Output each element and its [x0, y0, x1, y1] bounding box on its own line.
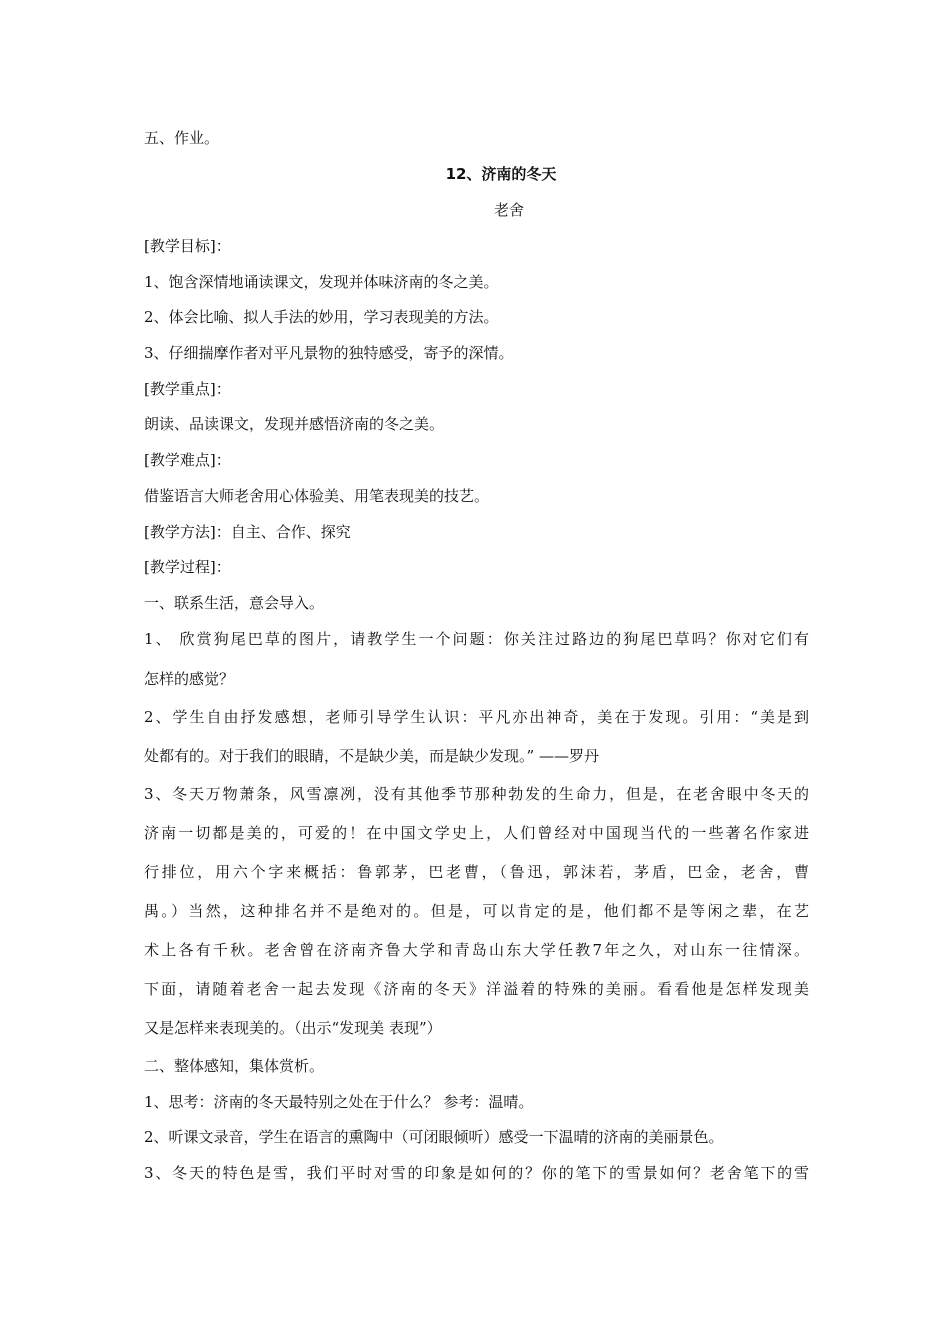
- paragraph-line: 1、思考：济南的冬天最特别之处在于什么？ 参考：温晴。: [144, 1093, 534, 1111]
- paragraph-line: 怎样的感觉？: [144, 670, 235, 688]
- paragraph-line: 2、听课文录音，学生在语言的熏陶中（可闭眼倾听）感受一下温晴的济南的美丽景色。: [144, 1128, 724, 1146]
- paragraph-line: 行排位，用六个字来概括：鲁郭茅，巴老曹，（鲁迅，郭沫若，茅盾，巴金，老舍，曹: [144, 863, 809, 881]
- heading-difficulties: [教学难点]：: [144, 451, 231, 469]
- paragraph-line: 3、冬天的特色是雪，我们平时对雪的印象是如何的？你的笔下的雪景如何？老舍笔下的雪: [144, 1164, 809, 1182]
- section-homework: 五、作业。: [144, 129, 220, 147]
- heading-objectives: [教学目标]：: [144, 237, 231, 255]
- paragraph-line: 禺。）当然，这种排名并不是绝对的。但是，可以肯定的是，他们都不是等闲之辈，在艺: [144, 902, 809, 920]
- paragraph-line: 济南一切都是美的，可爱的！在中国文学史上，人们曾经对中国现当代的一些著名作家进: [144, 824, 809, 842]
- objective-1: 1、饱含深情地诵读课文，发现并体味济南的冬之美。: [144, 273, 499, 291]
- paragraph-line: 下面，请随着老舍一起去发现《济南的冬天》洋溢着的特殊的美丽。看看他是怎样发现美: [144, 980, 809, 998]
- teaching-methods: [教学方法]：自主、合作、探究: [144, 523, 351, 541]
- key-points-text: 朗读、品读课文，发现并感悟济南的冬之美。: [144, 415, 445, 433]
- paragraph-line: 3、冬天万物萧条，风雪凛冽，没有其他季节那种勃发的生命力，但是，在老舍眼中冬天的: [144, 785, 809, 803]
- objective-2: 2、体会比喻、拟人手法的妙用，学习表现美的方法。: [144, 308, 499, 326]
- paragraph-line: 1、 欣赏狗尾巴草的图片，请教学生一个问题：你关注过路边的狗尾巴草吗？你对它们有: [144, 630, 809, 648]
- paragraph-line: 术上各有千秋。老舍曾在济南齐鲁大学和青岛山东大学任教7年之久，对山东一往情深。: [144, 941, 809, 959]
- paragraph-line: 2、学生自由抒发感想，老师引导学生认识：平凡亦出神奇，美在于发现。引用：“美是到: [144, 708, 809, 726]
- section-two-heading: 二、整体感知，集体赏析。: [144, 1057, 325, 1075]
- paragraph-line: 处都有的。对于我们的眼睛，不是缺少美，而是缺少发现。” ——罗丹: [144, 747, 599, 765]
- objective-3: 3、仔细揣摩作者对平凡景物的独特感受，寄予的深情。: [144, 344, 514, 362]
- paragraph-line: 又是怎样来表现美的。（出示“发现美 表现”）: [144, 1019, 442, 1037]
- section-one-heading: 一、联系生活，意会导入。: [144, 594, 325, 612]
- heading-process: [教学过程]：: [144, 558, 231, 576]
- heading-key-points: [教学重点]：: [144, 380, 231, 398]
- difficulties-text: 借鉴语言大师老舍用心体验美、用笔表现美的技艺。: [144, 487, 490, 505]
- lesson-author: 老舍: [494, 201, 525, 219]
- lesson-title: 12、济南的冬天: [445, 165, 557, 183]
